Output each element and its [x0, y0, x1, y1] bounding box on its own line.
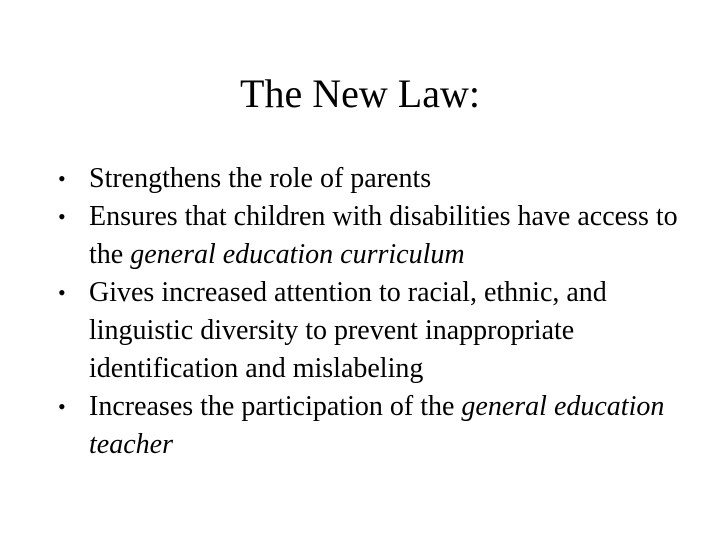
- bullet-text: Strengthens the role of parents: [89, 163, 432, 194]
- bullet-item-curriculum: [58, 198, 678, 274]
- bullet-text: Increases the participation of the: [89, 391, 462, 422]
- bullet-item-parents: [58, 160, 678, 198]
- bullet-icon: •: [58, 280, 66, 305]
- bullet-item-diversity: [58, 274, 678, 388]
- bullet-text: Gives increased attention to racial, ethnic, and linguistic diversity to prevent inappropriate identification and mislabeling: [89, 277, 607, 384]
- bullet-item-teacher: [58, 388, 678, 464]
- bullet-list: [58, 160, 678, 464]
- bullet-icon: •: [58, 394, 66, 419]
- bullet-icon: •: [58, 204, 66, 229]
- bullet-icon: •: [58, 166, 66, 191]
- bullet-text-italic: general education teacher: [89, 391, 665, 460]
- bullet-text-italic: general education curriculum: [130, 239, 465, 270]
- bullet-text: Ensures that children with disabilities have access to the: [89, 201, 678, 270]
- slide-title: The New Law:: [240, 71, 480, 116]
